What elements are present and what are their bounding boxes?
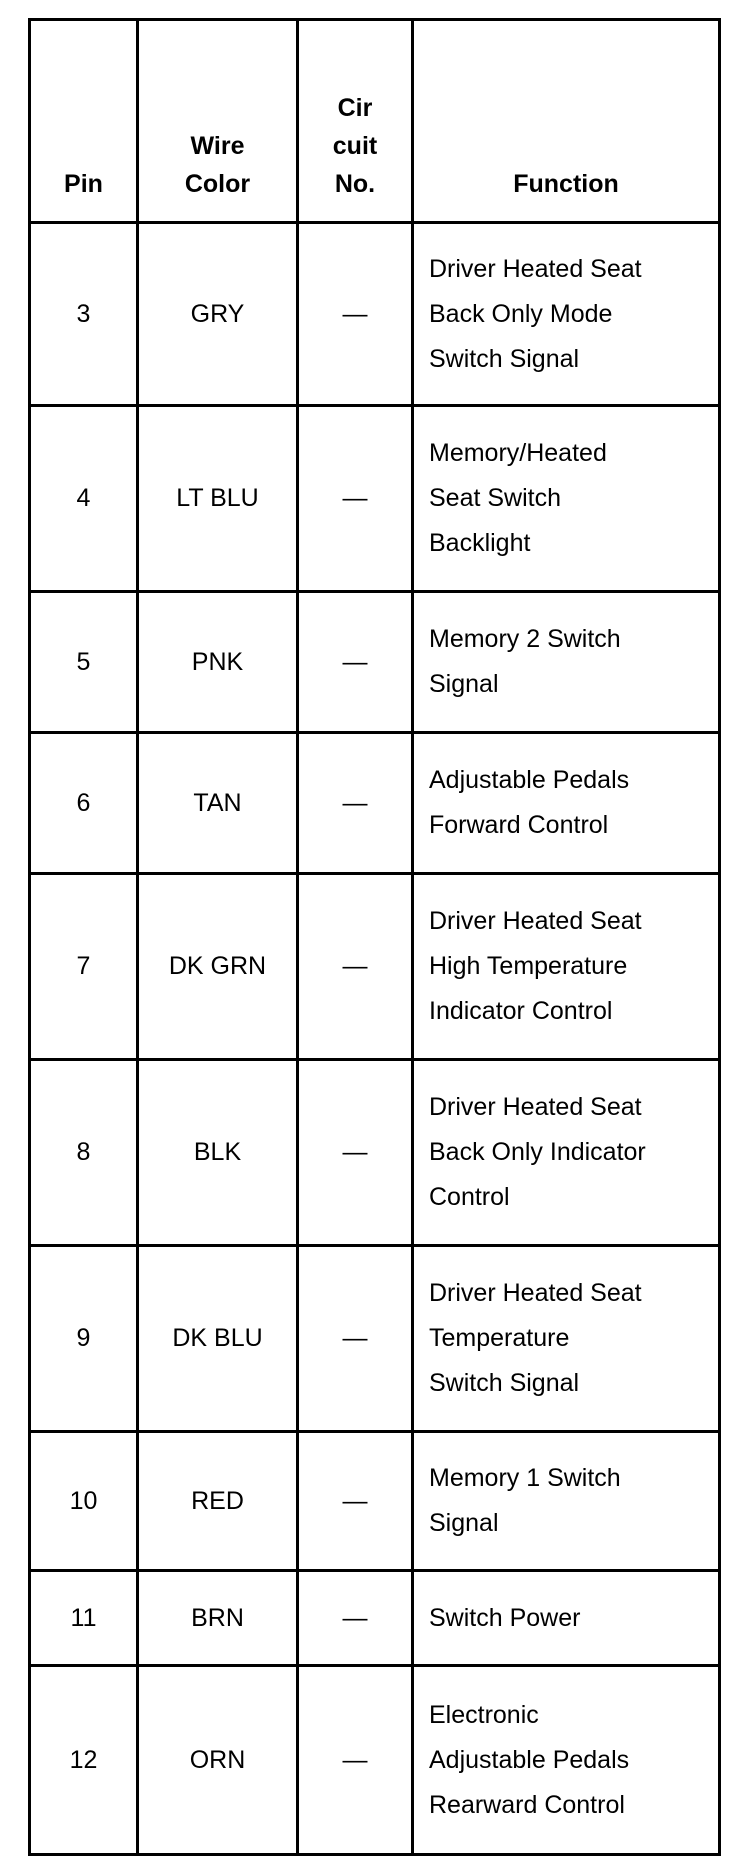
table-row bbox=[30, 874, 720, 1060]
wire-color-cell: PNK bbox=[138, 592, 298, 733]
header-row bbox=[30, 20, 720, 223]
circuit-cell: — bbox=[298, 1432, 413, 1571]
function-line: Back Only Indicator bbox=[429, 1138, 646, 1166]
function-line: Indicator Control bbox=[429, 997, 613, 1025]
circuit-cell: — bbox=[298, 874, 413, 1060]
pin-cell: 6 bbox=[30, 733, 138, 874]
table-row bbox=[30, 1571, 720, 1666]
header-function-label: Function bbox=[513, 170, 619, 198]
wire-color-cell: LT BLU bbox=[138, 406, 298, 592]
pin-cell: 10 bbox=[30, 1432, 138, 1571]
function-line: Driver Heated Seat bbox=[429, 907, 642, 935]
circuit-cell: — bbox=[298, 406, 413, 592]
pin-cell: 5 bbox=[30, 592, 138, 733]
header-wire-color-line: Wire bbox=[190, 132, 245, 160]
table-row bbox=[30, 1432, 720, 1571]
function-line: Adjustable Pedals bbox=[429, 1745, 630, 1774]
circuit-cell: — bbox=[298, 733, 413, 874]
function-line: Switch Signal bbox=[429, 1369, 580, 1397]
header-circuit-line: Cir bbox=[337, 94, 373, 122]
pin-cell: 4 bbox=[30, 406, 138, 592]
header-function bbox=[413, 20, 720, 223]
pin-cell: 8 bbox=[30, 1060, 138, 1246]
function-line: Memory/Heated bbox=[429, 439, 607, 467]
circuit-cell: — bbox=[298, 1666, 413, 1855]
header-wire-color bbox=[138, 20, 298, 223]
header-pin bbox=[30, 20, 138, 223]
function-cell bbox=[413, 1432, 720, 1571]
function-line: Control bbox=[429, 1183, 510, 1211]
wire-color-cell: GRY bbox=[138, 223, 298, 406]
table-row bbox=[30, 1666, 720, 1855]
function-line: Driver Heated Seat bbox=[429, 254, 642, 283]
function-line: Backlight bbox=[429, 529, 531, 557]
function-line: Driver Heated Seat bbox=[429, 1279, 642, 1307]
pin-cell: 9 bbox=[30, 1246, 138, 1432]
function-cell bbox=[413, 592, 720, 733]
header-circuit-line: cuit bbox=[332, 132, 378, 160]
header-circuit-no bbox=[298, 20, 413, 223]
function-cell bbox=[413, 406, 720, 592]
function-cell bbox=[413, 1246, 720, 1432]
header-pin-label: Pin bbox=[64, 170, 103, 198]
wire-color-cell: DK BLU bbox=[138, 1246, 298, 1432]
circuit-cell: — bbox=[298, 223, 413, 406]
function-cell bbox=[413, 1060, 720, 1246]
circuit-cell: — bbox=[298, 592, 413, 733]
function-line: Memory 2 Switch bbox=[429, 625, 621, 653]
wire-color-cell: BLK bbox=[138, 1060, 298, 1246]
function-line: Temperature bbox=[429, 1324, 570, 1352]
pin-cell: 7 bbox=[30, 874, 138, 1060]
pin-cell: 3 bbox=[30, 223, 138, 406]
function-cell bbox=[413, 874, 720, 1060]
function-line: Memory 1 Switch bbox=[429, 1464, 621, 1492]
function-line: Forward Control bbox=[429, 811, 609, 839]
wire-color-cell: TAN bbox=[138, 733, 298, 874]
function-cell bbox=[413, 1666, 720, 1855]
function-line: Seat Switch bbox=[429, 484, 562, 512]
function-line: Switch Power bbox=[429, 1603, 581, 1632]
function-line: Electronic bbox=[429, 1700, 539, 1729]
function-line: Back Only Mode bbox=[429, 299, 613, 328]
header-wire-color-line: Color bbox=[184, 170, 251, 198]
function-cell bbox=[413, 223, 720, 406]
pin-cell: 11 bbox=[30, 1571, 138, 1666]
circuit-cell: — bbox=[298, 1246, 413, 1432]
function-line: Rearward Control bbox=[429, 1790, 625, 1819]
function-cell bbox=[413, 1571, 720, 1666]
function-line: High Temperature bbox=[429, 952, 628, 980]
table-row bbox=[30, 406, 720, 592]
wire-color-cell: ORN bbox=[138, 1666, 298, 1855]
pin-cell: 12 bbox=[30, 1666, 138, 1855]
table-row bbox=[30, 1246, 720, 1432]
wire-color-cell: RED bbox=[138, 1432, 298, 1571]
wire-color-cell: DK GRN bbox=[138, 874, 298, 1060]
function-line: Signal bbox=[429, 670, 499, 698]
circuit-cell: — bbox=[298, 1571, 413, 1666]
function-line: Adjustable Pedals bbox=[429, 766, 630, 794]
table-row bbox=[30, 592, 720, 733]
wire-color-cell: BRN bbox=[138, 1571, 298, 1666]
table-row bbox=[30, 223, 720, 406]
function-line: Switch Signal bbox=[429, 344, 580, 373]
function-cell bbox=[413, 733, 720, 874]
circuit-cell: — bbox=[298, 1060, 413, 1246]
table-row bbox=[30, 733, 720, 874]
function-line: Signal bbox=[429, 1509, 499, 1537]
connector-pinout-table bbox=[28, 18, 721, 1856]
function-line: Driver Heated Seat bbox=[429, 1093, 642, 1121]
table-row bbox=[30, 1060, 720, 1246]
header-circuit-line: No. bbox=[334, 170, 376, 198]
